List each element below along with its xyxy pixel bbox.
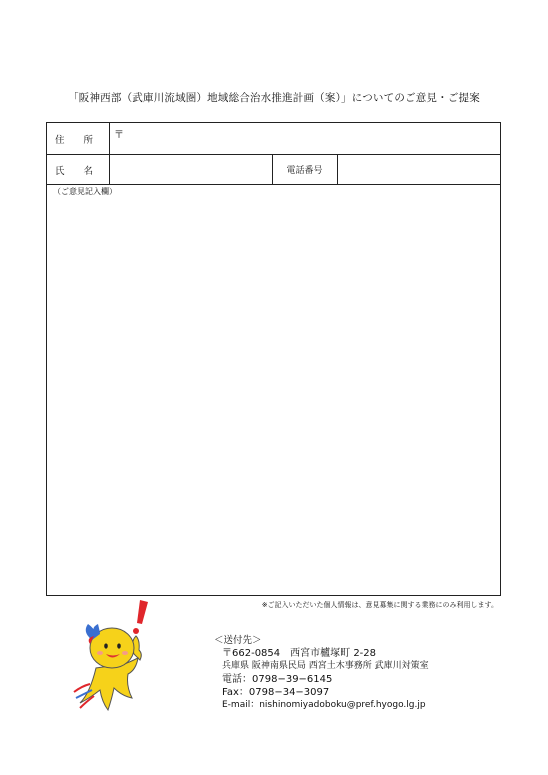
address-label: 住 所 [54,134,102,146]
contact-office: 兵庫県 阪神南県民局 西宮土木事務所 武庫川対策室 [222,661,429,671]
tel-label: 電話番号 [286,166,323,176]
postal-mark-icon: 〒 [114,130,124,141]
name-row [47,155,500,185]
address-field[interactable] [110,123,500,154]
exclamation-icon [137,600,148,624]
privacy-note: ※ご記入いただいた個人情報は、意見募集に関する業務にのみ利用します。 [261,601,498,609]
contact-postal: 〒662-0854 西宮市櫨塚町 2-28 [222,648,377,659]
contact-tel: 電話：0798−39−6145 [222,674,333,685]
mascot-illustration [70,598,160,713]
name-field[interactable] [110,155,271,184]
contact-block [214,634,429,712]
tel-field[interactable] [338,155,500,184]
opinion-field[interactable] [47,185,500,595]
opinion-form [46,122,501,596]
contact-heading: ＜送付先＞ [214,635,262,646]
contact-fax: Fax：0798−34−3097 [222,687,330,698]
page-title: 「阪神西部（武庫川流域圏）地域総合治水推進計画（案）」についてのご意見・ご提案 [68,92,480,104]
address-row [47,123,500,155]
opinion-label: （ご意見記入欄） [53,187,117,196]
contact-email[interactable]: E-mail：nishinomiyadoboku@pref.hyogo.lg.jp [222,700,426,710]
name-label: 氏 名 [54,165,102,177]
